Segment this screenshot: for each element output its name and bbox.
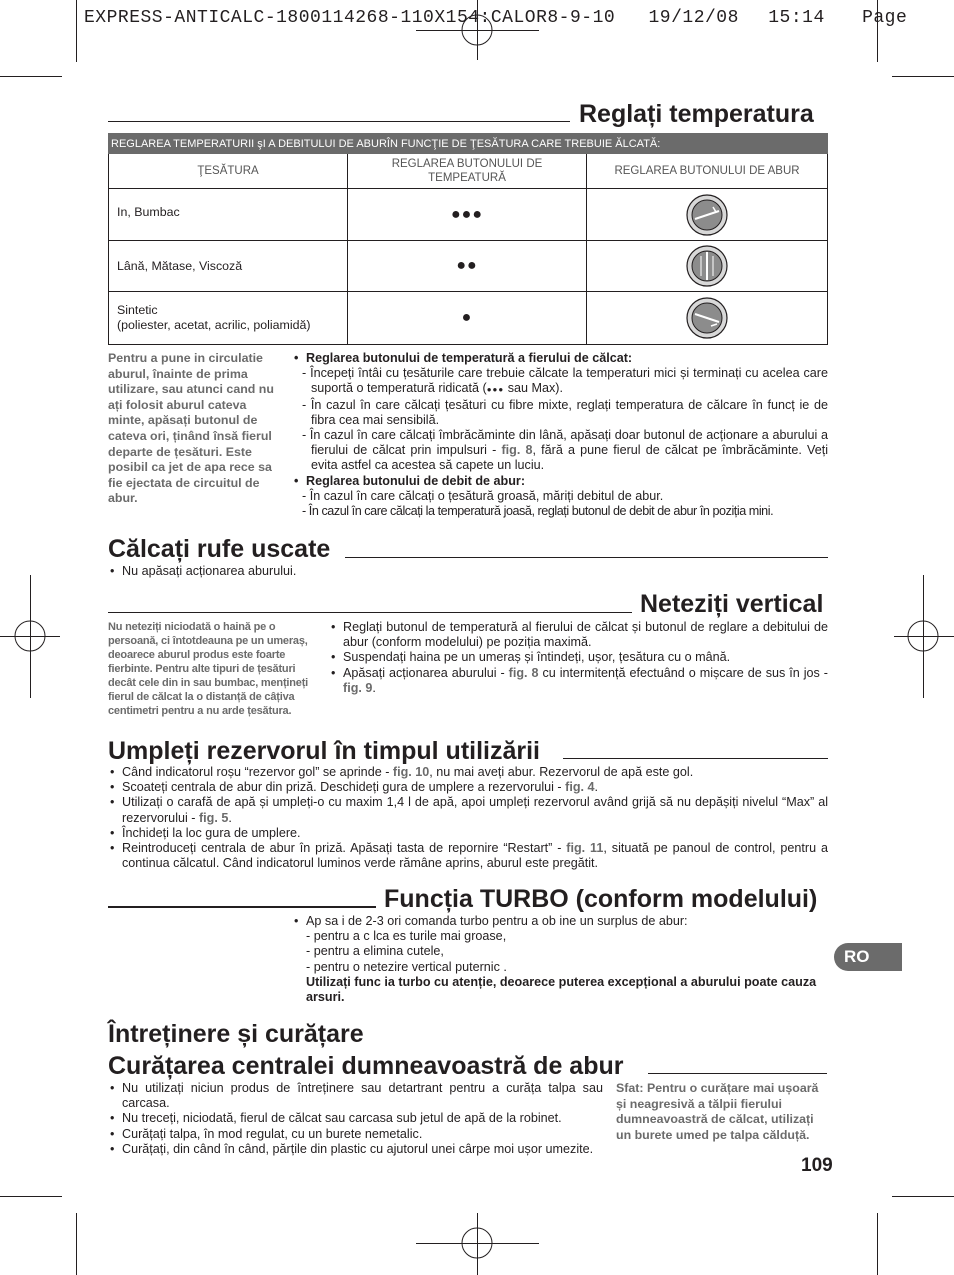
cleaning-list [108, 1081, 603, 1157]
list-item: - pentru o netezire vertical puternic . [306, 959, 507, 974]
vertical-warning-note: Nu neteziți niciodată o haină pe o persoană, ci întotdeauna pe un umeraș, deoarece aburul produs este foarte fierbinte. Pentru alte tipuri de țesături decât cele din in sau bumbac, mențineți fierul de călcat la o distanță de câțiva centimetri pentru a nu arde țesătura. [108, 621, 309, 717]
fig-ref: fig. 10 [392, 765, 430, 779]
steam-dial-max-icon [685, 193, 729, 237]
steam-dial-min-icon [685, 296, 729, 340]
heading-rule [108, 121, 570, 122]
steam-dial-cell [587, 189, 828, 241]
fig-ref: fig. 8 [508, 665, 539, 680]
heading-maintenance: Întreținere și curățare [108, 1020, 364, 1048]
fig-ref: fig. 8 [501, 443, 533, 458]
slug-date: 19/12/08 [648, 8, 739, 28]
heading-rule [345, 557, 828, 558]
table-row [109, 292, 828, 345]
slug-file: EXPRESS-ANTICALC-1800114268-110X154:CALOR8-9-10 [84, 8, 616, 28]
registration-circle-left [13, 619, 47, 653]
list-item: • Curățați, din când în când, părțile din plastic cu ajutorul unei cârpe moi ușor umezite. [108, 1142, 603, 1157]
fabric-cell [109, 292, 348, 345]
list-item: • Când indicatorul roșu “rezervor gol” se aprinde - fig. 10, nu mai aveți abur. Rezervorul de apă este gol. [108, 765, 828, 780]
temp-dots: ● [348, 292, 587, 345]
list-item: • Închideți la loc gura de umplere. [108, 826, 828, 841]
fig-ref: fig. 11 [566, 841, 604, 856]
list-item: • Nu utilizați niciun produs de întreținere sau detartrant pentru a curăța talpa sau carcasa. [108, 1081, 603, 1111]
list-item: - În cazul în care călcați o țesătură groasă, măriți debitul de abur. [302, 488, 664, 503]
fabric-detail: (poliester, acetat, acrilic, poliamidă) [117, 318, 311, 332]
fig-ref: fig. 5 [198, 810, 229, 825]
registration-circle-bottom [460, 1226, 494, 1260]
table-caption: REGLAREA TEMPERATURII şI A DEBITULUI DE ABURÎN FUNCŢIE DE ŢESĂTURA CARE TREBUIE ĂLCATĂ: [109, 134, 828, 154]
fabric-cell: In, Bumbac [109, 189, 348, 241]
list-item: • Reglarea butonului de temperatură a fierului de călcat: [292, 351, 828, 366]
vertical-steaming-list [329, 620, 828, 696]
list-item: - Începeți întâi cu țesăturile care trebuie călcate la temperaturi mici și terminați cu acelea care suportă o temperatură ridicată (●●● sau Max). [302, 366, 828, 396]
fabric-name: Sintetic [117, 303, 158, 317]
fig-ref: fig. 9 [343, 680, 373, 695]
list-item: • Scoateți centrala de abur din priză. Deschideți gura de umplere a rezervorului - fig. 4. [108, 780, 828, 795]
temperature-instructions [292, 351, 828, 519]
list-item: • Reintroduceți centrala de abur în priză. Apăsați tasta de repornire “Restart” - fig. 11, situată pe panoul de control, pentru a continua călcatul. Când indicatorul luminos verde rămâne aprins, aburul este pregătit. [108, 841, 828, 871]
heading-vertical-steaming: Neteziți vertical [640, 590, 824, 618]
steam-tip-note: Pentru a pune in circulatie aburul, înainte de prima utilizare, sau atunci cand nu ați folosit aburul cateva minte, apăsați butonul de cateva ori, ținând însă fierul departe de țesături. Este posibil ca jet de apa rece sa fie ejectata de circuitul de abur. [108, 351, 274, 506]
list-item: - pentru a elimina cutele, [306, 944, 444, 959]
registration-circle-right [906, 619, 940, 653]
page-number: 109 [801, 1155, 833, 1176]
list-item: • Reglați butonul de temperatură al fierului de călcat și butonul de reglare a debitului de abur (conform modelului) pe poziția maximă. [329, 620, 828, 650]
col-header-temp: REGLAREA BUTONULUI DE TEMPEATURĂ [348, 154, 587, 189]
list-item: • Apăsați acționarea aburului - fig. 8 cu intermitență efectuând o mișcare de sus în jos - fig. 9. [329, 666, 828, 696]
language-tab: RO [834, 943, 902, 971]
cleaning-tip-note: Sfat: Pentru o curățare mai ușoară și neagresivă a tălpii fierului dumneavoastră de călcat, utilizați un burete umed pe talpa călduță. [616, 1081, 819, 1142]
list-item: - În cazul în care călcați țesături cu fibre mixte, reglați temperatura de călcare în funcț ie de fibra cea mai sensibilă. [302, 397, 828, 427]
heading-rule [108, 906, 376, 908]
dry-ironing-list [108, 564, 828, 579]
heading-rule [648, 1073, 827, 1074]
list-item: • Nu treceți, niciodată, fierul de călcat sau carcasa sub jetul de apă de la robinet. [108, 1111, 603, 1126]
list-item: • Curățați talpa, în mod regulat, cu un burete nemetalic. [108, 1127, 603, 1142]
turbo-warning: Utilizați func ia turbo cu atenție, deoarece puterea excepțional a aburului poate cauza arsuri. [306, 974, 817, 1005]
heading-rule [563, 758, 828, 759]
print-slug [84, 8, 907, 28]
temp-dots: ●●● [348, 189, 587, 241]
steam-dial-mid-icon [685, 244, 729, 288]
table-row [109, 241, 828, 292]
heading-refill: Umpleți rezervorul în timpul utilizării [108, 737, 541, 765]
fabric-cell: Lână, Mătase, Viscoză [109, 241, 348, 292]
heading-cleaning: Curățarea centralei dumneavoastră de abur [108, 1052, 624, 1080]
heading-temperature: Reglați temperatura [579, 100, 814, 128]
turbo-instructions [292, 914, 828, 1005]
refill-list [108, 765, 828, 871]
temperature-table [108, 133, 828, 345]
steam-dial-cell [587, 292, 828, 345]
fig-ref: fig. 4 [565, 780, 595, 795]
list-item: • Ap sa i de 2-3 ori comanda turbo pentru a ob ine un surplus de abur: [292, 914, 828, 929]
heading-rule [108, 612, 632, 613]
list-item: • Suspendați haina pe un umeraș și întindeți, ușor, țesătura cu o mână. [329, 650, 828, 665]
temp-dots: ●● [348, 241, 587, 292]
list-item: • Utilizați o carafă de apă și umpleți-o cu maxim 1,4 l de apă, apoi umpleți rezervorul având grijă să nu depășiți nivelul “Max” al rezervorului - fig. 5. [108, 795, 828, 825]
steam-dial-cell [587, 241, 828, 292]
list-item: - pentru a c lca es turile mai groase, [306, 929, 507, 944]
slug-page: Page [862, 8, 908, 28]
col-header-steam: REGLAREA BUTONULUI DE ABUR [587, 154, 828, 189]
list-item: - În cazul în care călcați îmbrăcăminte din lână, apăsați doar butonul de acționare a aburului a fierului de călcat prin impulsuri - fig. 8, fără a pune fierul de călcat pe îmbrăcăminte. Veți evita astfel ca acestea să capete un luciu. [302, 428, 828, 473]
heading-dry-ironing: Călcați rufe uscate [108, 535, 331, 563]
list-item: • Reglarea butonului de debit de abur: [292, 474, 828, 489]
col-header-fabric: ŢESĂTURA [109, 154, 348, 189]
list-item: • Nu apăsați acționarea aburului. [108, 564, 828, 579]
temp-dots-inline: ●●● [486, 385, 505, 395]
list-item: - În cazul în care călcați la temperatură joasă, reglați butonul de debit de abur în poziția mini. [302, 504, 774, 519]
slug-time: 15:14 [768, 8, 825, 28]
heading-turbo: Funcția TURBO (conform modelului) [384, 885, 818, 913]
table-row [109, 189, 828, 241]
